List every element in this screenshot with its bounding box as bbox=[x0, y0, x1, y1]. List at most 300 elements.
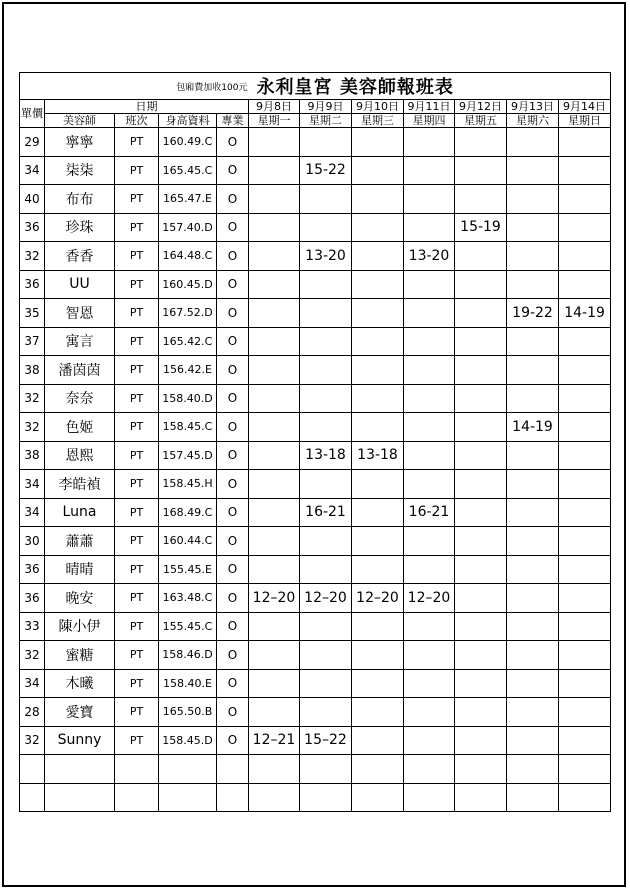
schedule-cell bbox=[559, 185, 611, 214]
schedule-cell bbox=[404, 270, 455, 299]
schedule-cell: 15-19 bbox=[455, 213, 507, 242]
schedule-cell bbox=[404, 783, 455, 812]
schedule-cell bbox=[455, 612, 507, 641]
schedule-cell: 13-20 bbox=[404, 242, 455, 271]
name-cell: 蕭蕭 bbox=[45, 527, 115, 556]
shift-cell: PT bbox=[115, 356, 159, 385]
table-row bbox=[20, 128, 611, 157]
schedule-cell bbox=[404, 726, 455, 755]
sheet-title: 永利皇宮 美容師報班表 bbox=[256, 77, 454, 98]
shift-cell: PT bbox=[115, 612, 159, 641]
pro-cell: O bbox=[217, 612, 249, 641]
schedule-cell bbox=[249, 356, 300, 385]
schedule-cell: 13-20 bbox=[300, 242, 352, 271]
schedule-cell bbox=[249, 128, 300, 157]
price-cell: 38 bbox=[20, 356, 45, 385]
shift-cell: PT bbox=[115, 185, 159, 214]
schedule-cell bbox=[455, 555, 507, 584]
schedule-cell: 15-22 bbox=[300, 156, 352, 185]
booth-fee-note: 包廂費加收100元 bbox=[176, 82, 248, 93]
schedule-cell bbox=[507, 783, 559, 812]
weekday-header-row bbox=[20, 114, 611, 128]
schedule-cell: 19-22 bbox=[507, 299, 559, 328]
schedule-cell bbox=[352, 783, 404, 812]
height-info-cell: 157.45.D bbox=[159, 441, 217, 470]
height-info-cell: 165.42.C bbox=[159, 327, 217, 356]
schedule-cell bbox=[455, 327, 507, 356]
pro-cell: O bbox=[217, 128, 249, 157]
name-cell bbox=[45, 783, 115, 812]
schedule-cell bbox=[404, 527, 455, 556]
schedule-cell bbox=[507, 470, 559, 499]
schedule-cell bbox=[300, 470, 352, 499]
schedule-cell bbox=[249, 384, 300, 413]
price-cell: 36 bbox=[20, 213, 45, 242]
schedule-cell bbox=[249, 299, 300, 328]
schedule-cell bbox=[352, 698, 404, 727]
schedule-table bbox=[19, 72, 611, 812]
price-cell: 34 bbox=[20, 470, 45, 499]
schedule-cell bbox=[455, 299, 507, 328]
pro-cell: O bbox=[217, 185, 249, 214]
schedule-cell bbox=[455, 242, 507, 271]
height-info-cell bbox=[159, 755, 217, 784]
table-row bbox=[20, 213, 611, 242]
table-row bbox=[20, 185, 611, 214]
pro-cell: O bbox=[217, 242, 249, 271]
schedule-cell bbox=[300, 641, 352, 670]
schedule-cell bbox=[404, 185, 455, 214]
schedule-cell bbox=[404, 470, 455, 499]
name-cell: Sunny bbox=[45, 726, 115, 755]
table-row bbox=[20, 726, 611, 755]
schedule-cell bbox=[404, 612, 455, 641]
schedule-cell bbox=[507, 527, 559, 556]
pro-cell: O bbox=[217, 555, 249, 584]
schedule-cell: 13-18 bbox=[352, 441, 404, 470]
price-cell: 36 bbox=[20, 584, 45, 613]
schedule-cell: 15–22 bbox=[300, 726, 352, 755]
schedule-cell bbox=[300, 783, 352, 812]
schedule-cell bbox=[455, 384, 507, 413]
height-info-cell: 158.40.E bbox=[159, 669, 217, 698]
height-info-cell: 158.45.H bbox=[159, 470, 217, 499]
price-cell: 40 bbox=[20, 185, 45, 214]
table-row bbox=[20, 242, 611, 271]
weekday-header-cell: 星期六 bbox=[507, 114, 559, 128]
pro-cell bbox=[217, 755, 249, 784]
info-header: 身高資料 bbox=[159, 114, 217, 128]
schedule-cell bbox=[455, 698, 507, 727]
height-info-cell: 165.50.B bbox=[159, 698, 217, 727]
schedule-cell bbox=[352, 726, 404, 755]
pro-cell: O bbox=[217, 384, 249, 413]
pro-cell: O bbox=[217, 698, 249, 727]
shift-cell bbox=[115, 783, 159, 812]
date-label-header: 日期 bbox=[45, 100, 249, 114]
pro-cell: O bbox=[217, 726, 249, 755]
schedule-cell bbox=[404, 755, 455, 784]
schedule-cell bbox=[249, 498, 300, 527]
name-cell: 陳小伊 bbox=[45, 612, 115, 641]
schedule-cell: 12–20 bbox=[249, 584, 300, 613]
date-header-cell: 9月10日 bbox=[352, 100, 404, 114]
schedule-cell bbox=[507, 128, 559, 157]
price-cell: 38 bbox=[20, 441, 45, 470]
schedule-cell bbox=[404, 213, 455, 242]
schedule-cell bbox=[404, 299, 455, 328]
date-header-cell: 9月14日 bbox=[559, 100, 611, 114]
schedule-cell bbox=[404, 555, 455, 584]
name-cell: 香香 bbox=[45, 242, 115, 271]
height-info-cell: 168.49.C bbox=[159, 498, 217, 527]
schedule-cell bbox=[559, 726, 611, 755]
schedule-cell bbox=[404, 128, 455, 157]
schedule-cell bbox=[249, 185, 300, 214]
schedule-cell bbox=[352, 270, 404, 299]
schedule-cell bbox=[249, 213, 300, 242]
schedule-cell bbox=[249, 470, 300, 499]
name-cell: 珍珠 bbox=[45, 213, 115, 242]
schedule-cell bbox=[352, 555, 404, 584]
schedule-cell bbox=[300, 270, 352, 299]
schedule-cell bbox=[507, 356, 559, 385]
schedule-cell bbox=[559, 441, 611, 470]
schedule-cell bbox=[249, 755, 300, 784]
table-row bbox=[20, 470, 611, 499]
height-info-cell: 160.44.C bbox=[159, 527, 217, 556]
schedule-cell bbox=[455, 783, 507, 812]
schedule-cell bbox=[249, 413, 300, 442]
height-info-cell: 158.45.C bbox=[159, 413, 217, 442]
price-cell: 32 bbox=[20, 384, 45, 413]
schedule-cell bbox=[249, 555, 300, 584]
name-cell: 智恩 bbox=[45, 299, 115, 328]
schedule-cell bbox=[455, 669, 507, 698]
price-cell: 36 bbox=[20, 270, 45, 299]
table-row bbox=[20, 327, 611, 356]
date-header-cell: 9月8日 bbox=[249, 100, 300, 114]
schedule-cell bbox=[300, 698, 352, 727]
shift-cell: PT bbox=[115, 441, 159, 470]
weekday-header-cell: 星期二 bbox=[300, 114, 352, 128]
price-cell: 32 bbox=[20, 413, 45, 442]
shift-cell bbox=[115, 755, 159, 784]
table-row bbox=[20, 755, 611, 784]
table-row bbox=[20, 584, 611, 613]
pro-cell: O bbox=[217, 498, 249, 527]
pro-cell: O bbox=[217, 470, 249, 499]
table-row bbox=[20, 669, 611, 698]
schedule-cell bbox=[507, 641, 559, 670]
pro-cell bbox=[217, 783, 249, 812]
height-info-cell: 165.47.E bbox=[159, 185, 217, 214]
pro-cell: O bbox=[217, 669, 249, 698]
schedule-cell bbox=[507, 698, 559, 727]
shift-header: 班次 bbox=[115, 114, 159, 128]
name-cell: 奈奈 bbox=[45, 384, 115, 413]
price-cell bbox=[20, 755, 45, 784]
schedule-cell bbox=[455, 128, 507, 157]
shift-cell: PT bbox=[115, 327, 159, 356]
name-cell: 晴晴 bbox=[45, 555, 115, 584]
schedule-cell bbox=[559, 698, 611, 727]
price-cell: 32 bbox=[20, 641, 45, 670]
schedule-cell bbox=[352, 384, 404, 413]
schedule-cell bbox=[559, 641, 611, 670]
price-cell: 33 bbox=[20, 612, 45, 641]
date-header-cell: 9月12日 bbox=[455, 100, 507, 114]
schedule-cell bbox=[507, 755, 559, 784]
schedule-cell bbox=[455, 185, 507, 214]
schedule-cell bbox=[559, 527, 611, 556]
schedule-cell bbox=[507, 242, 559, 271]
schedule-cell: 16-21 bbox=[404, 498, 455, 527]
schedule-cell bbox=[249, 783, 300, 812]
price-cell: 32 bbox=[20, 726, 45, 755]
schedule-cell: 14-19 bbox=[507, 413, 559, 442]
schedule-cell bbox=[300, 755, 352, 784]
schedule-cell: 12–20 bbox=[300, 584, 352, 613]
schedule-cell: 12–20 bbox=[404, 584, 455, 613]
price-cell: 29 bbox=[20, 128, 45, 157]
schedule-cell bbox=[507, 584, 559, 613]
schedule-cell bbox=[559, 555, 611, 584]
schedule-cell bbox=[559, 213, 611, 242]
schedule-cell bbox=[249, 327, 300, 356]
table-row bbox=[20, 641, 611, 670]
shift-cell: PT bbox=[115, 555, 159, 584]
schedule-cell bbox=[352, 612, 404, 641]
schedule-cell bbox=[249, 156, 300, 185]
schedule-cell bbox=[507, 213, 559, 242]
schedule-cell bbox=[404, 669, 455, 698]
table-row bbox=[20, 612, 611, 641]
date-header-cell: 9月13日 bbox=[507, 100, 559, 114]
shift-cell: PT bbox=[115, 641, 159, 670]
shift-cell: PT bbox=[115, 128, 159, 157]
schedule-cell bbox=[455, 356, 507, 385]
schedule-cell bbox=[455, 498, 507, 527]
schedule-cell bbox=[300, 612, 352, 641]
schedule-cell bbox=[559, 270, 611, 299]
price-cell bbox=[20, 783, 45, 812]
schedule-cell bbox=[559, 356, 611, 385]
schedule-cell bbox=[404, 413, 455, 442]
date-header-cell: 9月9日 bbox=[300, 100, 352, 114]
name-cell: 李皓禎 bbox=[45, 470, 115, 499]
height-info-cell: 158.40.D bbox=[159, 384, 217, 413]
schedule-cell bbox=[507, 441, 559, 470]
table-row bbox=[20, 384, 611, 413]
name-cell: 柒柒 bbox=[45, 156, 115, 185]
schedule-cell bbox=[559, 612, 611, 641]
schedule-cell bbox=[352, 527, 404, 556]
price-cell: 37 bbox=[20, 327, 45, 356]
height-info-cell: 163.48.C bbox=[159, 584, 217, 613]
pro-cell: O bbox=[217, 441, 249, 470]
schedule-cell bbox=[455, 584, 507, 613]
height-info-cell: 158.45.D bbox=[159, 726, 217, 755]
pro-cell: O bbox=[217, 527, 249, 556]
table-row bbox=[20, 498, 611, 527]
shift-cell: PT bbox=[115, 527, 159, 556]
height-info-cell: 155.45.E bbox=[159, 555, 217, 584]
schedule-cell bbox=[352, 156, 404, 185]
price-cell: 34 bbox=[20, 498, 45, 527]
schedule-cell bbox=[455, 156, 507, 185]
schedule-cell bbox=[249, 641, 300, 670]
table-row bbox=[20, 441, 611, 470]
weekday-header-cell: 星期四 bbox=[404, 114, 455, 128]
schedule-cell bbox=[507, 612, 559, 641]
schedule-cell bbox=[249, 612, 300, 641]
shift-cell: PT bbox=[115, 698, 159, 727]
table-row bbox=[20, 270, 611, 299]
height-info-cell: 158.46.D bbox=[159, 641, 217, 670]
schedule-cell bbox=[455, 441, 507, 470]
weekday-header-cell: 星期一 bbox=[249, 114, 300, 128]
schedule-cell bbox=[300, 669, 352, 698]
schedule-cell bbox=[352, 213, 404, 242]
schedule-cell bbox=[559, 242, 611, 271]
schedule-cell bbox=[455, 755, 507, 784]
schedule-cell bbox=[404, 698, 455, 727]
name-cell: 恩熙 bbox=[45, 441, 115, 470]
schedule-cell bbox=[455, 527, 507, 556]
schedule-cell bbox=[404, 156, 455, 185]
schedule-cell bbox=[249, 270, 300, 299]
height-info-cell: 155.45.C bbox=[159, 612, 217, 641]
price-cell: 28 bbox=[20, 698, 45, 727]
height-info-cell: 160.49.C bbox=[159, 128, 217, 157]
weekday-header-cell: 星期三 bbox=[352, 114, 404, 128]
shift-cell: PT bbox=[115, 413, 159, 442]
schedule-cell bbox=[507, 384, 559, 413]
schedule-cell bbox=[507, 669, 559, 698]
schedule-cell bbox=[300, 299, 352, 328]
schedule-cell bbox=[559, 669, 611, 698]
pro-cell: O bbox=[217, 156, 249, 185]
schedule-cell bbox=[249, 242, 300, 271]
price-cell: 32 bbox=[20, 242, 45, 271]
schedule-cell bbox=[455, 641, 507, 670]
schedule-cell bbox=[455, 726, 507, 755]
schedule-cell bbox=[507, 498, 559, 527]
name-cell: 布布 bbox=[45, 185, 115, 214]
pro-cell: O bbox=[217, 270, 249, 299]
shift-cell: PT bbox=[115, 213, 159, 242]
schedule-cell bbox=[404, 441, 455, 470]
title-cell bbox=[20, 73, 611, 100]
schedule-cell bbox=[507, 327, 559, 356]
schedule-cell: 12–20 bbox=[352, 584, 404, 613]
name-cell: 色姬 bbox=[45, 413, 115, 442]
date-header-cell: 9月11日 bbox=[404, 100, 455, 114]
table-row bbox=[20, 527, 611, 556]
shift-cell: PT bbox=[115, 584, 159, 613]
schedule-cell bbox=[352, 242, 404, 271]
name-header: 美容師 bbox=[45, 114, 115, 128]
schedule-cell bbox=[249, 441, 300, 470]
schedule-cell bbox=[559, 584, 611, 613]
price-cell: 30 bbox=[20, 527, 45, 556]
weekday-header-cell: 星期五 bbox=[455, 114, 507, 128]
schedule-cell bbox=[300, 384, 352, 413]
table-row bbox=[20, 555, 611, 584]
shift-cell: PT bbox=[115, 384, 159, 413]
name-cell: 寓言 bbox=[45, 327, 115, 356]
height-info-cell bbox=[159, 783, 217, 812]
name-cell: 蜜糖 bbox=[45, 641, 115, 670]
schedule-cell bbox=[404, 356, 455, 385]
table-row bbox=[20, 156, 611, 185]
schedule-cell bbox=[352, 470, 404, 499]
schedule-cell bbox=[300, 128, 352, 157]
shift-cell: PT bbox=[115, 299, 159, 328]
shift-cell: PT bbox=[115, 669, 159, 698]
pro-cell: O bbox=[217, 327, 249, 356]
shift-cell: PT bbox=[115, 156, 159, 185]
schedule-cell bbox=[559, 327, 611, 356]
schedule-cell bbox=[507, 185, 559, 214]
price-cell: 36 bbox=[20, 555, 45, 584]
schedule-cell bbox=[352, 128, 404, 157]
table-row bbox=[20, 783, 611, 812]
schedule-cell bbox=[352, 413, 404, 442]
table-row bbox=[20, 356, 611, 385]
schedule-cell bbox=[352, 641, 404, 670]
schedule-cell bbox=[455, 270, 507, 299]
schedule-cell bbox=[352, 327, 404, 356]
title-row bbox=[20, 73, 611, 100]
schedule-cell bbox=[300, 555, 352, 584]
schedule-cell bbox=[559, 128, 611, 157]
schedule-cell: 14-19 bbox=[559, 299, 611, 328]
schedule-cell: 12–21 bbox=[249, 726, 300, 755]
height-info-cell: 167.52.D bbox=[159, 299, 217, 328]
name-cell: UU bbox=[45, 270, 115, 299]
schedule-cell: 16-21 bbox=[300, 498, 352, 527]
price-cell: 34 bbox=[20, 669, 45, 698]
date-header-row bbox=[20, 100, 611, 114]
height-info-cell: 156.42.E bbox=[159, 356, 217, 385]
schedule-cell bbox=[559, 413, 611, 442]
name-cell: 愛寶 bbox=[45, 698, 115, 727]
schedule-cell bbox=[507, 726, 559, 755]
schedule-cell bbox=[249, 669, 300, 698]
schedule-cell bbox=[559, 384, 611, 413]
schedule-cell bbox=[559, 156, 611, 185]
weekday-header-cell: 星期日 bbox=[559, 114, 611, 128]
schedule-cell: 13-18 bbox=[300, 441, 352, 470]
schedule-cell bbox=[300, 356, 352, 385]
shift-cell: PT bbox=[115, 242, 159, 271]
schedule-cell bbox=[404, 641, 455, 670]
shift-cell: PT bbox=[115, 498, 159, 527]
table-row bbox=[20, 413, 611, 442]
shift-cell: PT bbox=[115, 270, 159, 299]
name-cell bbox=[45, 755, 115, 784]
name-cell: 潘茵茵 bbox=[45, 356, 115, 385]
schedule-cell bbox=[404, 384, 455, 413]
schedule-cell bbox=[249, 698, 300, 727]
schedule-cell bbox=[352, 669, 404, 698]
schedule-cell bbox=[507, 555, 559, 584]
pro-header: 專業 bbox=[217, 114, 249, 128]
table-row bbox=[20, 299, 611, 328]
schedule-cell bbox=[352, 299, 404, 328]
